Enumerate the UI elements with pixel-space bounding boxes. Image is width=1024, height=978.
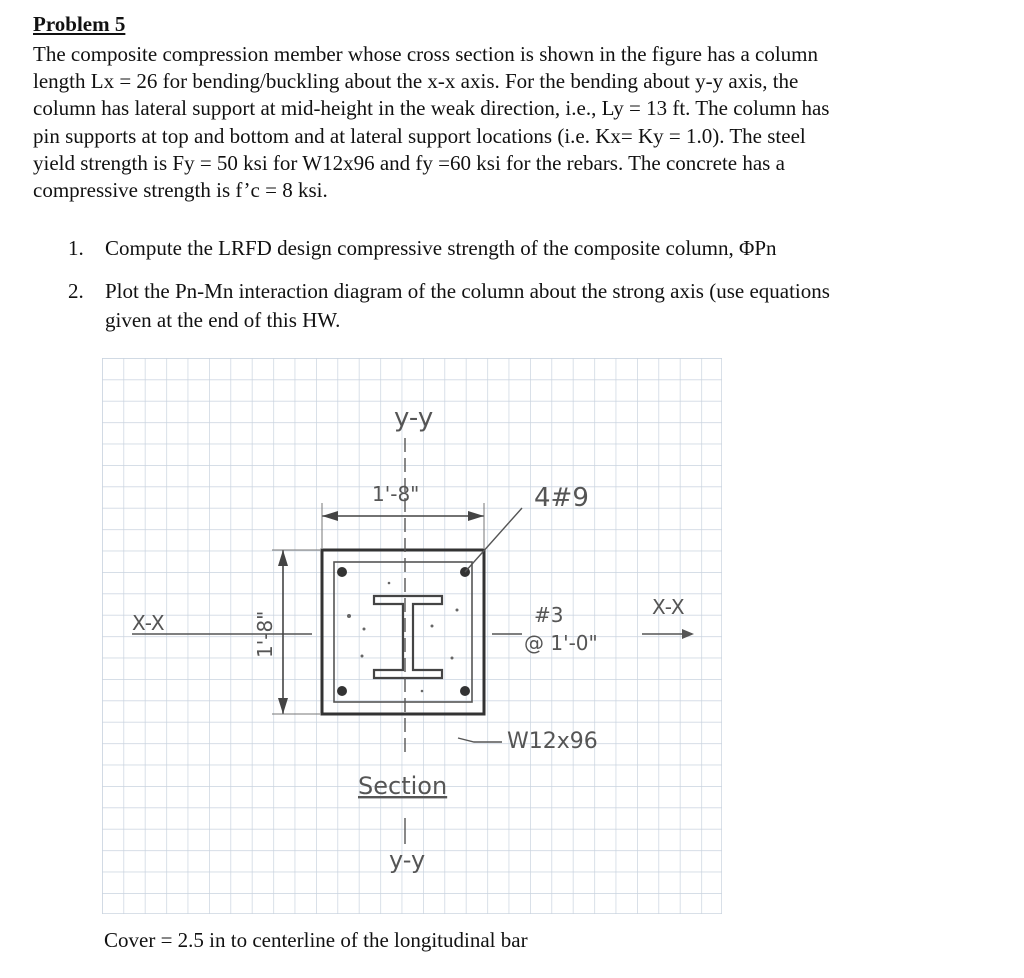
- task-text: Compute the LRFD design compressive strength of the composite column, ΦPn: [105, 236, 777, 260]
- steel-section-label: W12x96: [507, 729, 598, 754]
- statement-line: length Lx = 26 for bending/buckling about the x-x axis. For the bending about y-y axis, the: [33, 69, 799, 94]
- longitudinal-bars-label: 4#9: [534, 483, 589, 513]
- x-axis-label-right: X-X: [652, 595, 685, 619]
- width-dimension-label: 1'-8": [372, 482, 420, 506]
- statement-line: The composite compression member whose cross section is shown in the figure has a column: [33, 42, 818, 66]
- tie-spacing-label: @ 1'-0": [524, 631, 598, 655]
- y-axis-label-bottom: y-y: [389, 846, 426, 874]
- statement-line: yield strength is Fy = 50 ksi for W12x96 and fy =60 ksi for the rebars. The concrete has a: [33, 150, 785, 175]
- task-number: 2.: [68, 279, 84, 303]
- problem-statement: [33, 41, 973, 204]
- rebar: [337, 567, 347, 577]
- cross-section-sketch: [102, 358, 722, 914]
- ties-label: #3: [534, 603, 564, 627]
- statement-line: compressive strength is f’c = 8 ksi.: [33, 178, 328, 203]
- task-text: given at the end of this HW.: [105, 308, 341, 332]
- figure-caption: Cover = 2.5 in to centerline of the longitudinal bar: [104, 928, 528, 952]
- task-number: 1.: [68, 236, 84, 260]
- x-axis-label-left: X-X: [132, 611, 165, 635]
- statement-line: pin supports at top and bottom and at lateral support locations (i.e. Kx= Ky = 1.0). The steel: [33, 123, 806, 148]
- height-dimension-label: 1'-8": [253, 610, 277, 658]
- problem-title: Problem 5: [33, 12, 126, 36]
- section-label: Section: [358, 772, 448, 800]
- rebar: [460, 686, 470, 696]
- y-axis-label-top: y-y: [394, 403, 434, 433]
- task-text: Plot the Pn-Mn interaction diagram of the column about the strong axis (use equations: [105, 279, 830, 303]
- statement-line: column has lateral support at mid-height in the weak direction, i.e., Ly = 13 ft. The column has: [33, 96, 830, 121]
- rebar: [337, 686, 347, 696]
- cross-section-figure: [102, 358, 722, 914]
